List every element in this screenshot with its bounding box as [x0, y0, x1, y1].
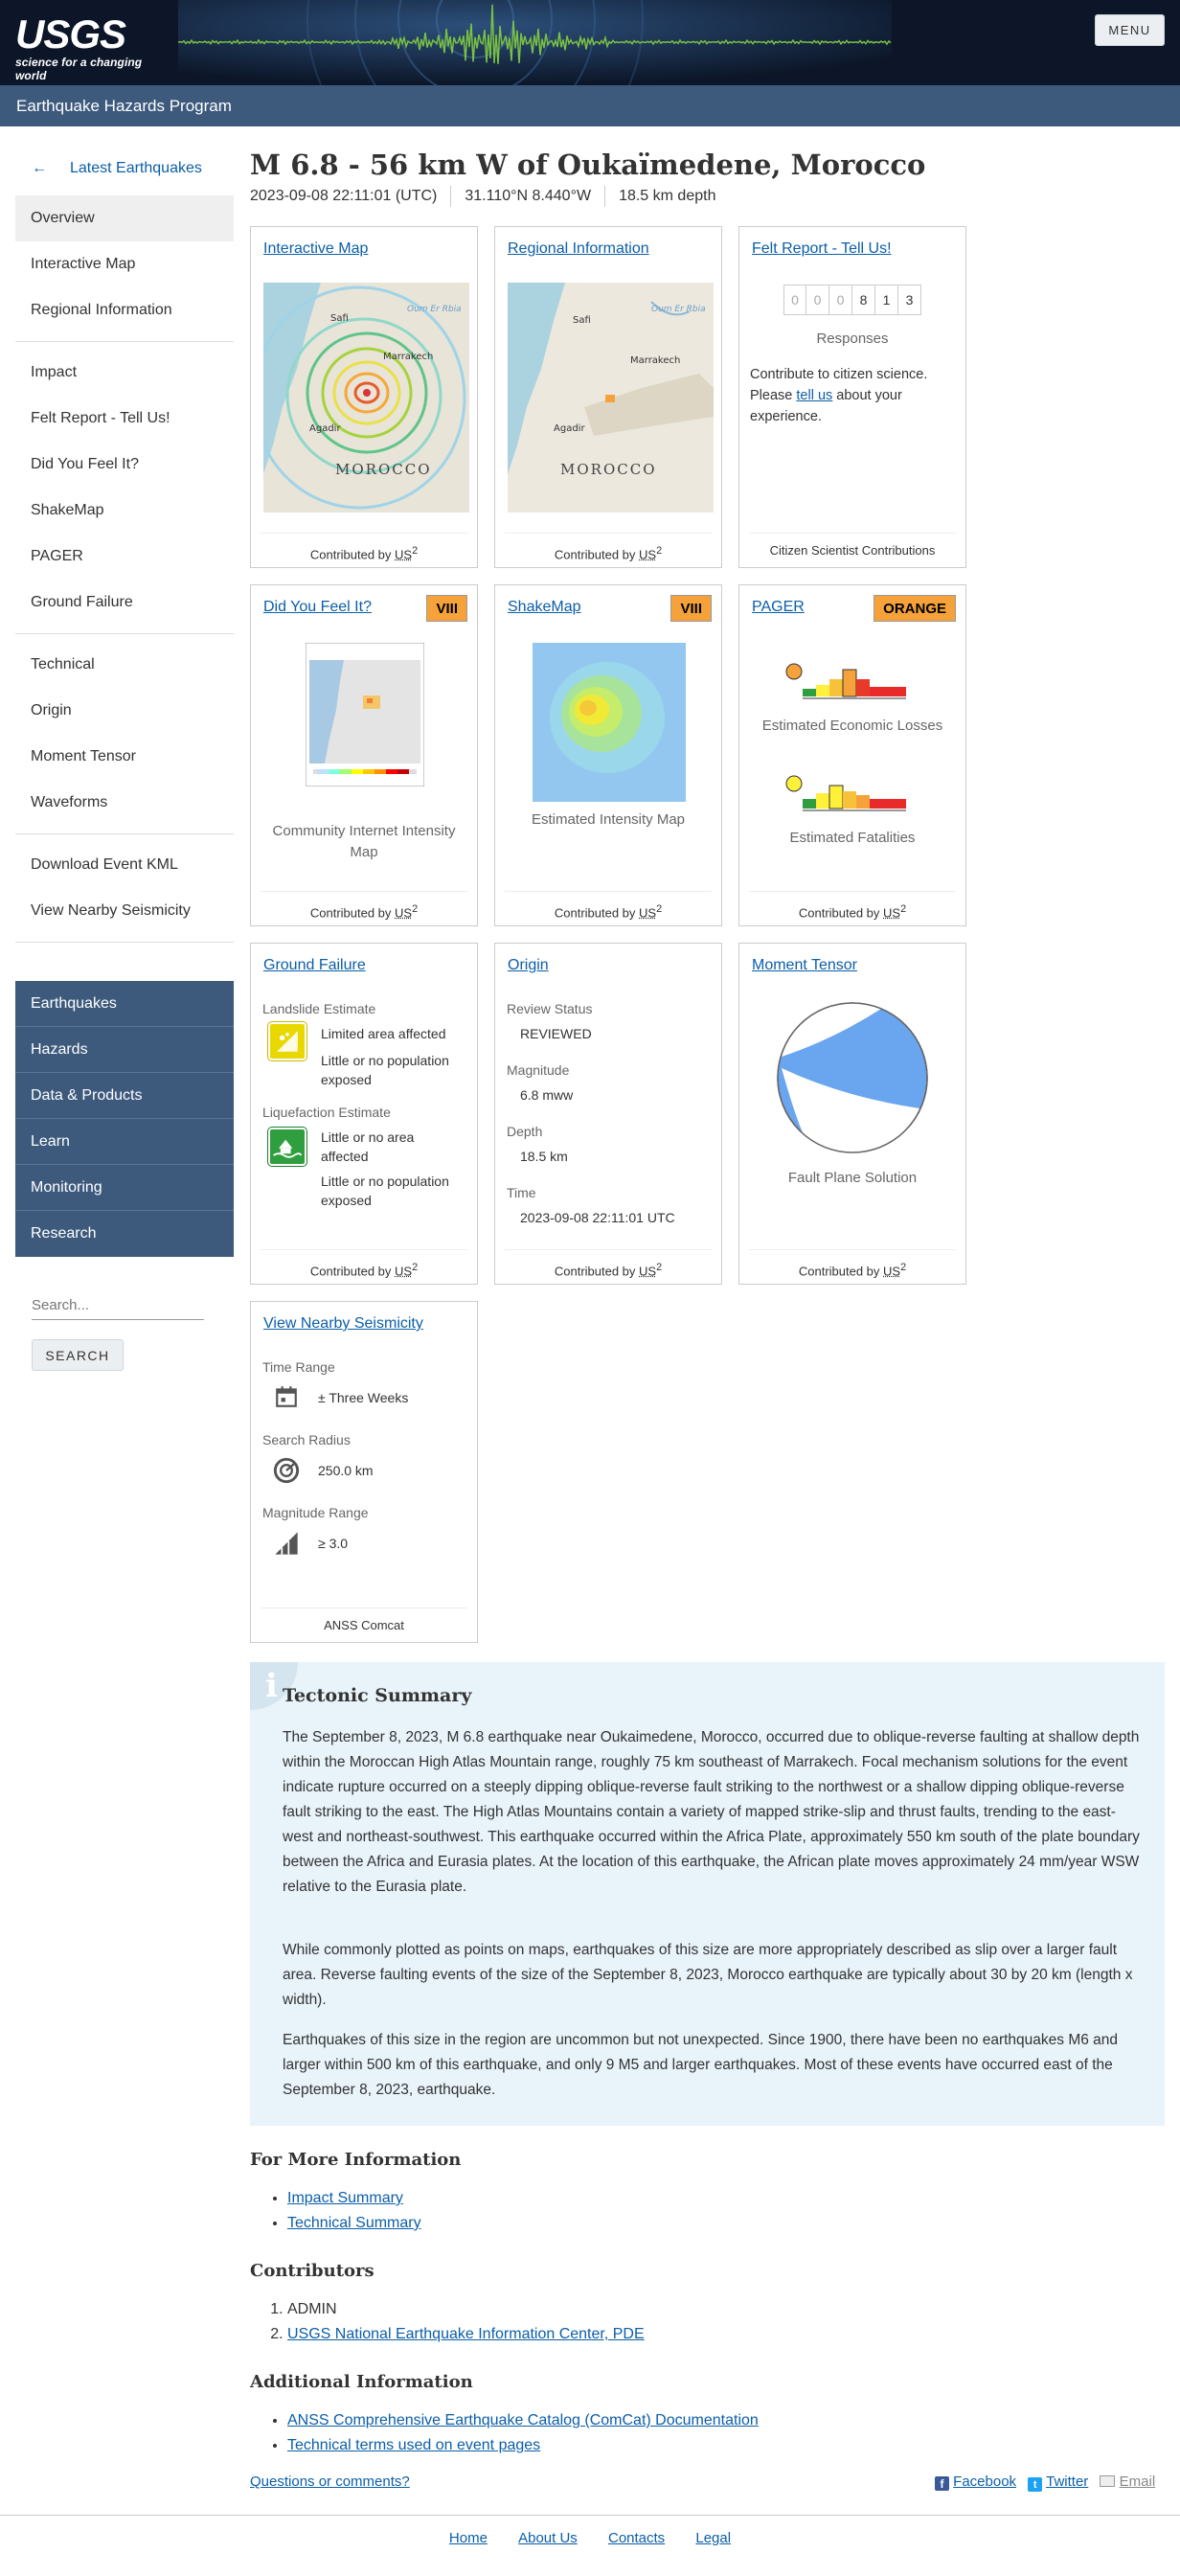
map-label-morocco: MOROCCO	[335, 461, 432, 478]
tectonic-paragraph-2: While commonly plotted as points on maps, earthquakes of this size are more appropriately described as slip over a larger fault area. Reverse faulting events of the size of the September 8, 2023, Morocco earthquake are typically about 30 by 20 km (length x width).	[283, 1942, 1133, 2008]
event-summary-line	[250, 186, 1165, 207]
counter-digit: 8	[852, 285, 875, 315]
tectonic-title: Tectonic Summary	[283, 1685, 472, 1706]
usgs-logo-text: USGS	[15, 11, 126, 57]
time-value: 2023-09-08 22:11:01 UTC	[520, 1210, 675, 1225]
questions-link[interactable]: Questions or comments?	[250, 2473, 410, 2490]
card-origin[interactable]	[494, 943, 722, 1285]
felt-response-counter	[783, 285, 921, 315]
comcat-footer: ANSS Comcat	[261, 1607, 467, 1642]
sidebar-item-pager[interactable]: PAGER	[31, 548, 83, 564]
landslide-label: Landslide Estimate	[262, 1001, 376, 1016]
time-range-value: ± Three Weeks	[318, 1390, 409, 1405]
email-link[interactable]: Email	[1119, 2473, 1156, 2490]
depth-label: Depth	[507, 1124, 543, 1139]
additional-info-list	[287, 2408, 759, 2458]
program-title[interactable]: Earthquake Hazards Program	[16, 97, 232, 115]
nav-monitoring[interactable]: Monitoring	[15, 1165, 234, 1211]
seismogram-banner	[178, 0, 892, 85]
fault-plane-caption: Fault Plane Solution	[787, 1170, 918, 1186]
sidebar	[15, 148, 234, 1371]
card-contributor: Contributed by $US^2$	[505, 1249, 712, 1284]
social-links	[935, 2473, 1155, 2492]
card-contributor: Contributed by $US^2$	[261, 1249, 467, 1284]
card-moment-tensor[interactable]	[738, 943, 966, 1285]
card-felt-report[interactable]	[738, 226, 966, 568]
alert-level-badge: ORANGE	[874, 595, 956, 622]
back-latest-earthquakes[interactable]	[15, 148, 234, 190]
twitter-link[interactable]: Twitter	[1046, 2473, 1089, 2490]
additional-info-title: Additional Information	[250, 2372, 473, 2392]
calendar-icon	[274, 1384, 299, 1409]
impact-summary-link[interactable]: Impact Summary	[287, 2190, 403, 2206]
sidebar-item-interactive-map[interactable]: Interactive Map	[31, 256, 136, 272]
intensity-badge: VIII	[670, 595, 712, 622]
counter-digit: 1	[875, 285, 898, 315]
footer-contacts[interactable]: Contacts	[607, 2530, 666, 2546]
map-label-river: Oum Er Rbia	[651, 305, 706, 314]
usgs-logo[interactable]	[15, 11, 169, 82]
sidebar-item-impact[interactable]: Impact	[31, 364, 78, 380]
card-title[interactable]: ShakeMap	[508, 599, 581, 615]
card-title[interactable]: PAGER	[752, 599, 805, 615]
event-title: M 6.8 - 56 km W of Oukaïmedene, Morocco	[250, 148, 926, 181]
dyfi-map-thumbnail[interactable]	[306, 643, 424, 786]
map-label-safi: Safi	[330, 313, 349, 324]
event-time: 2023-09-08 22:11:01 (UTC)	[250, 188, 438, 205]
info-icon: i	[250, 1662, 298, 1710]
review-status-value: REVIEWED	[520, 1026, 592, 1041]
liquefaction-population: Little or no population exposed	[321, 1174, 449, 1208]
nav-hazards[interactable]: Hazards	[15, 1027, 234, 1073]
menu-button[interactable]: MENU	[1095, 14, 1165, 46]
card-shakemap[interactable]	[494, 584, 722, 926]
sidebar-item-shakemap[interactable]: ShakeMap	[31, 502, 104, 518]
landslide-area: Limited area affected	[321, 1026, 446, 1041]
economic-losses-chart[interactable]	[785, 660, 919, 708]
magnitude-label: Magnitude	[507, 1062, 570, 1078]
felt-description: Contribute to citizen science. Please tell us about your experience.	[750, 367, 928, 424]
site-nav	[15, 981, 234, 1257]
technical-terms-link[interactable]: Technical terms used on event pages	[287, 2437, 541, 2453]
search-input[interactable]	[32, 1291, 204, 1320]
facebook-icon[interactable]: f	[935, 2476, 949, 2491]
sidebar-item-download-kml[interactable]: Download Event KML	[31, 856, 178, 873]
card-title[interactable]: Moment Tensor	[752, 957, 857, 973]
nav-data-products[interactable]: Data & Products	[15, 1073, 234, 1119]
magnitude-range-label: Magnitude Range	[262, 1505, 369, 1520]
divider	[15, 833, 234, 834]
liquefaction-area: Little or no area affected	[321, 1129, 415, 1164]
landslide-icon	[268, 1022, 306, 1060]
nav-earthquakes[interactable]: Earthquakes	[15, 981, 234, 1027]
depth-value: 18.5 km	[520, 1149, 568, 1164]
dyfi-caption: Community Internet Intensity Map	[272, 823, 456, 860]
footer-home[interactable]: Home	[448, 2530, 488, 2546]
neic-link[interactable]: USGS National Earthquake Information Center, PDE	[287, 2326, 645, 2342]
event-location: 31.110°N 8.440°W	[465, 188, 592, 205]
sidebar-item-overview[interactable]: Overview	[15, 195, 234, 241]
comcat-docs-link[interactable]: ANSS Comprehensive Earthquake Catalog (ComCat) Documentation	[287, 2412, 759, 2428]
card-contributor: Contributed by $US^2$	[261, 891, 467, 925]
time-label: Time	[507, 1185, 536, 1200]
search-radius-value: 250.0 km	[318, 1463, 374, 1478]
magnitude-icon	[273, 1530, 300, 1557]
sidebar-item-moment-tensor[interactable]: Moment Tensor	[31, 748, 136, 764]
card-contributor: Contributed by $US^2$	[261, 533, 467, 567]
magnitude-range-value: ≥ 3.0	[318, 1536, 349, 1551]
fatalities-chart[interactable]	[785, 772, 919, 820]
shakemap-caption: Estimated Intensity Map	[531, 811, 686, 828]
sidebar-item-dyfi[interactable]: Did You Feel It?	[31, 456, 139, 472]
sidebar-item-felt-report[interactable]: Felt Report - Tell Us!	[31, 410, 170, 426]
economic-losses-caption: Estimated Economic Losses	[761, 718, 943, 734]
divider	[15, 633, 234, 634]
facebook-link[interactable]: Facebook	[953, 2473, 1017, 2490]
card-title[interactable]: Interactive Map	[263, 240, 369, 257]
site-footer	[0, 2515, 1180, 2576]
search-radius-label: Search Radius	[262, 1432, 351, 1448]
contributors-list	[287, 2297, 645, 2347]
card-nearby-seismicity[interactable]	[250, 1301, 478, 1643]
card-contributor: Contributed by $US^2$	[749, 1249, 956, 1284]
counter-digit: 0	[783, 285, 806, 315]
main-content	[250, 146, 1165, 207]
card-pager[interactable]	[738, 584, 966, 926]
arrow-left-icon: ←	[32, 160, 47, 176]
card-contributor: Contributed by $US^2$	[505, 891, 712, 925]
event-depth: 18.5 km depth	[619, 188, 716, 205]
card-contributor: Contributed by $US^2$	[505, 533, 712, 567]
site-header	[0, 0, 1180, 85]
radius-icon	[273, 1457, 300, 1484]
tell-us-link[interactable]: tell us	[796, 388, 833, 403]
email-icon[interactable]	[1100, 2475, 1115, 2487]
card-dyfi[interactable]	[250, 584, 478, 926]
sidebar-item-ground-failure[interactable]: Ground Failure	[31, 594, 133, 610]
sidebar-item-origin[interactable]: Origin	[31, 702, 72, 718]
beachball-icon[interactable]	[776, 1001, 929, 1154]
footer-about[interactable]: About Us	[518, 2530, 578, 2546]
divider	[15, 341, 234, 342]
card-title[interactable]: Ground Failure	[263, 957, 366, 973]
twitter-icon[interactable]: t	[1028, 2477, 1042, 2492]
back-label[interactable]: Latest Earthquakes	[70, 160, 202, 176]
liquefaction-icon	[268, 1128, 306, 1166]
nav-research[interactable]: Research	[31, 1225, 97, 1242]
responses-label: Responses	[816, 331, 889, 347]
technical-summary-link[interactable]: Technical Summary	[287, 2215, 421, 2231]
counter-digit: 0	[806, 285, 829, 315]
card-regional-information[interactable]	[494, 226, 722, 568]
more-info-list	[287, 2186, 421, 2236]
map-label-morocco: MOROCCO	[560, 461, 657, 478]
sidebar-item-nearby-seismicity[interactable]: View Nearby Seismicity	[31, 902, 191, 919]
nav-learn[interactable]: Learn	[15, 1119, 234, 1165]
map-label-safi: Safi	[573, 315, 591, 326]
contributors-title: Contributors	[250, 2261, 374, 2281]
review-status-label: Review Status	[507, 1001, 593, 1016]
liquefaction-label: Liquefaction Estimate	[262, 1105, 391, 1120]
card-title[interactable]: View Nearby Seismicity	[263, 1315, 423, 1332]
map-label-marrakech: Marrakech	[383, 352, 434, 362]
card-title[interactable]: Felt Report - Tell Us!	[752, 240, 892, 257]
map-label-marrakech: Marrakech	[630, 355, 681, 366]
interactive-map-thumbnail[interactable]	[263, 283, 469, 513]
sidebar-item-waveforms[interactable]: Waveforms	[31, 794, 108, 810]
map-label-agadir: Agadir	[309, 423, 341, 434]
card-ground-failure[interactable]	[250, 943, 478, 1285]
footer-legal[interactable]: Legal	[695, 2530, 732, 2546]
shakemap-thumbnail[interactable]	[533, 643, 686, 802]
intensity-badge: VIII	[426, 595, 467, 622]
card-interactive-map[interactable]	[250, 226, 478, 568]
tectonic-paragraph-3: Earthquakes of this size in the region are uncommon but not unexpected. Since 1900, there have been no earthquakes M6 and larger within 500 km of this earthquake, and only 9 M5 and larger earthquakes. Most of these events have occurred east of the September 8, 2023, earthquake.	[283, 2032, 1119, 2098]
counter-digit: 3	[898, 285, 921, 315]
usgs-tagline: science for a changing world	[15, 56, 143, 82]
tectonic-summary	[250, 1662, 1165, 2126]
sidebar-item-regional-information[interactable]: Regional Information	[31, 302, 172, 318]
card-contributor: Contributed by $US^2$	[749, 891, 956, 925]
tectonic-paragraph-1: The September 8, 2023, M 6.8 earthquake near Oukaimedene, Morocco, occurred due to oblique-reverse faulting at shallow depth within the Moroccan High Atlas Mountain range, roughly 75 km southeast of Marrakech. Focal mechanism solutions for the event indicate rupture occurred on a steeply dipping oblique-reverse fault striking to the northwest or a shallow dipping oblique-reverse fault striking to the east. The High Atlas Mountains contain a variety of mapped strike-slip and thrust faults, trending to the east-west and northeast-southwest. This earthquake occurred within the Africa Plate, approximately 550 km south of the plate boundary between the Africa and Eurasia plates. At the location of this earthquake, the African plate moves approximately 24 mm/year WSW relative to the Eurasia plate.	[283, 1729, 1140, 1895]
contributor-admin: ADMIN	[287, 2301, 337, 2317]
magnitude-value: 6.8 mww	[520, 1087, 574, 1103]
regional-map-thumbnail[interactable]	[508, 283, 714, 513]
map-label-agadir: Agadir	[554, 423, 585, 434]
card-title[interactable]: Regional Information	[508, 240, 649, 257]
landslide-population: Little or no population exposed	[321, 1053, 449, 1087]
more-info-title: For More Information	[250, 2150, 462, 2170]
search-button[interactable]: SEARCH	[32, 1339, 124, 1371]
program-bar[interactable]	[0, 85, 1180, 126]
card-title[interactable]: Origin	[508, 957, 549, 973]
map-label-river: Oum Er Rbia	[407, 305, 462, 314]
time-range-label: Time Range	[262, 1359, 335, 1375]
counter-digit: 0	[829, 285, 852, 315]
divider	[15, 942, 234, 943]
citizen-contributions: Citizen Scientist Contributions	[749, 533, 956, 567]
card-title[interactable]: Did You Feel It?	[263, 599, 372, 615]
fatalities-caption: Estimated Fatalities	[789, 830, 916, 846]
sidebar-item-technical[interactable]: Technical	[31, 656, 95, 672]
